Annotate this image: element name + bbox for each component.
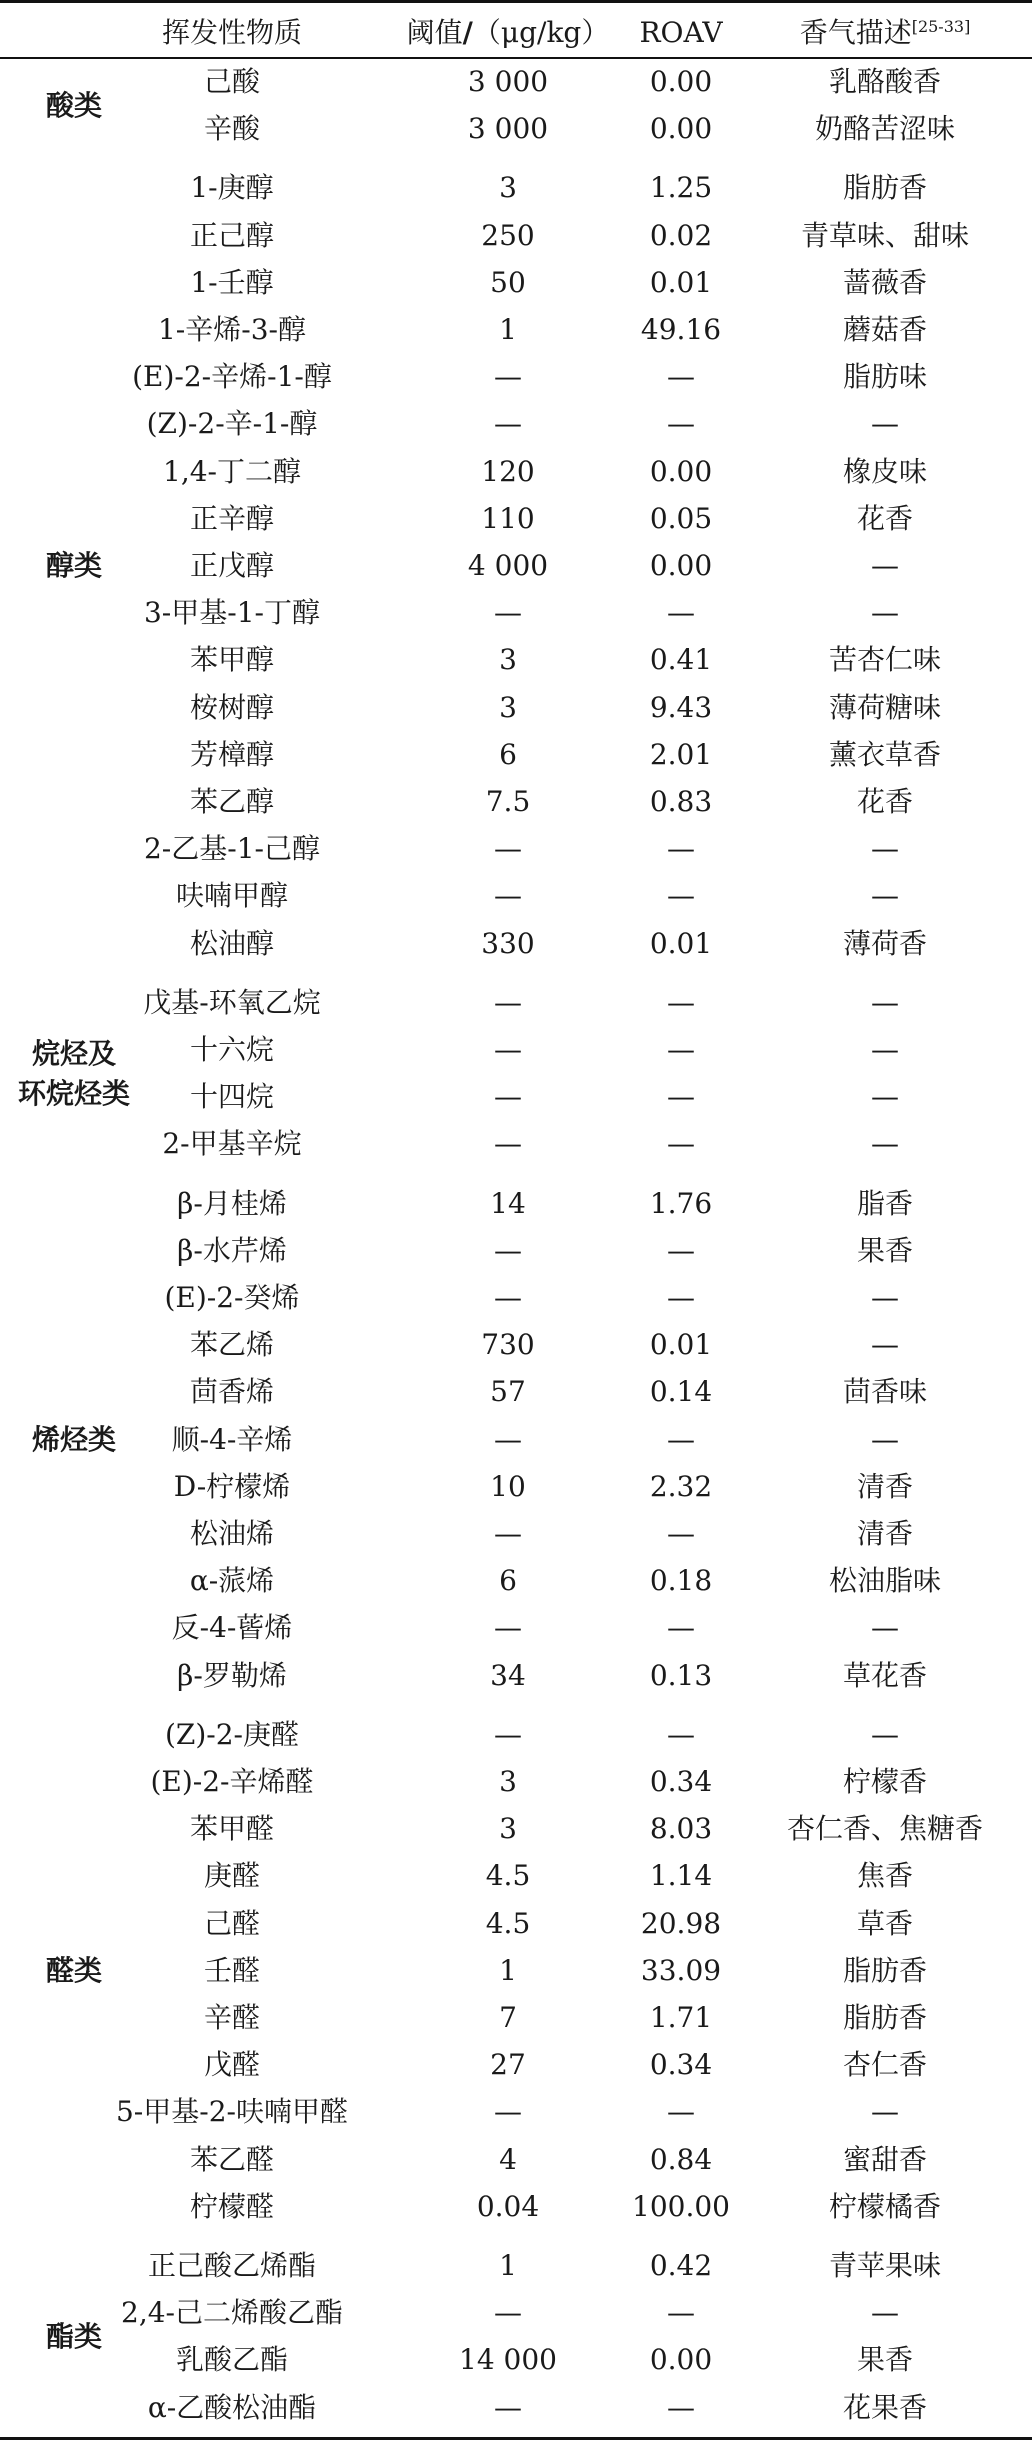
roav-value: 0.05 [649, 501, 713, 535]
compound-name: D-柠檬烯 [173, 1469, 291, 1503]
aroma-description: 薄荷糖味 [828, 690, 942, 724]
threshold-value: — [494, 1080, 522, 1114]
compound-name: 柠檬醛 [189, 2189, 275, 2223]
compound-name: 苯乙醇 [189, 785, 275, 818]
roav-value: — [667, 1127, 695, 1161]
compound-name: 2-乙基-1-己醇 [143, 832, 321, 866]
aroma-description: 焦香 [856, 1859, 914, 1893]
compound-name: 正戊醇 [189, 549, 275, 582]
aroma-description: — [871, 596, 899, 630]
aroma-description: 蜜甜香 [842, 2142, 928, 2176]
aroma-description: — [871, 985, 899, 1019]
threshold-value: — [494, 1127, 522, 1161]
compound-name: 壬醛 [203, 1953, 261, 1987]
category-label: 酯类 [45, 2319, 103, 2353]
threshold-value: — [494, 360, 522, 394]
compound-name: 辛醛 [203, 2001, 261, 2034]
aroma-description: 脂肪香 [842, 171, 928, 205]
aroma-description: — [871, 879, 899, 913]
roav-value: 0.83 [649, 785, 713, 818]
aroma-description: 花香 [856, 501, 914, 535]
threshold-value: — [494, 985, 522, 1019]
compound-name: 2-甲基辛烷 [162, 1127, 302, 1161]
header-threshold-unit: （μg/kg） [472, 16, 610, 49]
roav-value: 0.01 [649, 1328, 713, 1362]
aroma-description: — [871, 1328, 899, 1362]
compound-name: β-罗勒烯 [177, 1658, 287, 1692]
threshold-value: — [494, 1422, 522, 1456]
aroma-description: — [871, 1281, 899, 1314]
compound-name: 1-辛烯-3-醇 [157, 313, 307, 346]
category-label: 烷烃及 环烷烃类 [17, 1036, 131, 1110]
aroma-description: — [871, 1717, 899, 1751]
aroma-description: 杏仁香 [842, 2048, 928, 2082]
roav-value: — [667, 1033, 695, 1066]
aroma-description: 薄荷香 [842, 926, 928, 960]
threshold-value: 50 [490, 265, 526, 299]
bottom-rule [0, 2437, 1032, 2440]
threshold-value: 7.5 [485, 785, 531, 818]
aroma-description: 蘑菇香 [842, 313, 928, 346]
compound-name: 己酸 [203, 65, 261, 98]
header-threshold [406, 16, 610, 49]
threshold-value: 4.5 [485, 1906, 531, 1940]
roav-value: — [667, 1717, 695, 1751]
roav-value: 0.34 [649, 1765, 713, 1798]
category-label: 烯烃类 [31, 1422, 117, 1456]
threshold-value: 250 [481, 218, 535, 252]
aroma-description: 乳酪酸香 [828, 65, 942, 98]
aroma-description: 脂香 [856, 1186, 914, 1220]
compound-name: 5-甲基-2-呋喃甲醛 [115, 2095, 349, 2129]
threshold-value: — [494, 1281, 522, 1314]
header-aroma-reference: [25-33] [911, 16, 971, 36]
compound-name: (E)-2-辛烯-1-醇 [132, 360, 332, 394]
roav-value: 49.16 [640, 313, 722, 346]
compound-name: (E)-2-癸烯 [164, 1281, 300, 1314]
aroma-description: 草香 [856, 1906, 914, 1940]
threshold-value: — [494, 832, 522, 866]
threshold-value: 57 [490, 1375, 526, 1409]
threshold-value: 14 000 [459, 2343, 557, 2377]
threshold-value: 330 [481, 926, 535, 960]
roav-value: — [667, 2095, 695, 2129]
category-label: 醛类 [45, 1953, 103, 1987]
compound-name: 顺-4-辛烯 [171, 1422, 293, 1456]
roav-value: 0.00 [649, 454, 713, 488]
threshold-value: — [494, 2095, 522, 2129]
roav-value: 2.32 [649, 1469, 713, 1503]
threshold-value: 34 [490, 1658, 526, 1692]
header-threshold-slash: / [462, 16, 473, 49]
threshold-value: — [494, 1517, 522, 1550]
roav-value: 33.09 [640, 1953, 722, 1987]
threshold-value: 120 [481, 454, 535, 488]
roav-value: 0.41 [649, 643, 713, 677]
compound-name: 茴香烯 [189, 1375, 275, 1409]
threshold-value: 7 [499, 2001, 517, 2034]
aroma-description: 清香 [856, 1469, 914, 1503]
threshold-value: 730 [481, 1328, 535, 1362]
compound-name: 松油醇 [189, 926, 275, 960]
compound-name: β-月桂烯 [177, 1186, 287, 1220]
compound-name: (Z)-2-辛-1-醇 [146, 407, 318, 441]
aroma-description: — [871, 549, 899, 582]
compound-name: 戊基-环氧乙烷 [143, 985, 321, 1019]
roav-value: — [667, 1517, 695, 1550]
threshold-value: 6 [499, 1564, 517, 1598]
category-label: 酸类 [45, 88, 103, 122]
roav-value: 0.00 [649, 65, 713, 98]
roav-value: 0.02 [649, 218, 713, 252]
compound-name: 反-4-蒈烯 [171, 1611, 293, 1645]
aroma-description: — [871, 407, 899, 441]
compound-name: α-蒎烯 [189, 1564, 275, 1598]
threshold-value: 3 [499, 1812, 517, 1846]
threshold-value: 3 [499, 690, 517, 724]
aroma-description: 果香 [856, 1233, 914, 1267]
roav-value: 0.00 [649, 112, 713, 146]
roav-value: — [667, 407, 695, 441]
aroma-description: 花果香 [842, 2390, 928, 2424]
compound-name: 正己醇 [189, 218, 275, 252]
aroma-description: — [871, 2296, 899, 2330]
aroma-description: — [871, 1033, 899, 1066]
roav-value: 0.00 [649, 549, 713, 582]
threshold-value: 3 000 [467, 112, 549, 146]
roav-value: — [667, 596, 695, 630]
aroma-description: — [871, 1422, 899, 1456]
aroma-description: 柠檬橘香 [828, 2189, 942, 2223]
compound-name: 辛酸 [203, 112, 261, 146]
roav-value: 1.76 [649, 1186, 713, 1220]
roav-value: 100.00 [632, 2189, 730, 2223]
threshold-value: — [494, 879, 522, 913]
aroma-description: 薰衣草香 [828, 737, 942, 771]
roav-value: 1.25 [649, 171, 713, 205]
aroma-description: 杏仁香、焦糖香 [786, 1812, 984, 1846]
compound-name: 2,4-己二烯酸乙酯 [121, 2296, 343, 2330]
category-label: 醇类 [45, 549, 103, 582]
aroma-description: 脂肪香 [842, 1953, 928, 1987]
roav-value: — [667, 1611, 695, 1645]
compound-name: 3-甲基-1-丁醇 [143, 596, 321, 630]
compound-name: 呋喃甲醇 [175, 879, 289, 913]
threshold-value: 6 [499, 737, 517, 771]
aroma-description: 清香 [856, 1517, 914, 1550]
roav-value: 9.43 [649, 690, 713, 724]
threshold-value: — [494, 407, 522, 441]
compound-name: 正己酸乙烯酯 [147, 2249, 317, 2282]
compound-name: 苯乙醛 [189, 2142, 275, 2176]
compound-name: 十四烷 [189, 1080, 275, 1114]
aroma-description: 橡皮味 [842, 454, 928, 488]
aroma-description: 茴香味 [842, 1375, 928, 1409]
header-threshold-label: 阈值 [406, 16, 463, 49]
roav-value: 0.42 [649, 2249, 713, 2282]
aroma-description: — [871, 1127, 899, 1161]
compound-name: 1,4-丁二醇 [163, 454, 301, 488]
compound-name: (Z)-2-庚醛 [164, 1717, 300, 1751]
roav-value: 0.84 [649, 2142, 713, 2176]
aroma-description: 蔷薇香 [842, 265, 928, 299]
aroma-description: — [871, 1611, 899, 1645]
roav-value: — [667, 1080, 695, 1114]
compound-name: 己醛 [203, 1906, 261, 1940]
compound-name: 苯甲醇 [189, 643, 275, 677]
threshold-value: — [494, 1611, 522, 1645]
threshold-value: 4 [499, 2142, 517, 2176]
roav-value: — [667, 360, 695, 394]
aroma-description: 青苹果味 [828, 2249, 942, 2282]
aroma-description: 松油脂味 [828, 1564, 942, 1598]
compound-name: 戊醛 [203, 2048, 261, 2082]
threshold-value: 3 [499, 643, 517, 677]
roav-value: 1.14 [649, 1859, 713, 1893]
roav-value: 0.34 [649, 2048, 713, 2082]
compound-name: (E)-2-辛烯醛 [150, 1765, 314, 1798]
aroma-description: 奶酪苦涩味 [814, 112, 956, 146]
roav-value: 0.00 [649, 2343, 713, 2377]
top-rule [0, 0, 1032, 3]
roav-value: 0.18 [649, 1564, 713, 1598]
threshold-value: 10 [490, 1469, 526, 1503]
roav-value: 0.13 [649, 1658, 713, 1692]
roav-value: 2.01 [649, 737, 713, 771]
aroma-description: 草花香 [842, 1658, 928, 1692]
aroma-description: — [871, 1080, 899, 1114]
roav-value: — [667, 1281, 695, 1314]
compound-name: α-乙酸松油酯 [147, 2390, 317, 2424]
roav-value: — [667, 2390, 695, 2424]
threshold-value: 3 000 [467, 65, 549, 98]
aroma-description: 青草味、甜味 [800, 218, 970, 252]
roav-value: — [667, 2296, 695, 2330]
compound-name: 芳樟醇 [189, 737, 275, 771]
roav-value: 0.01 [649, 265, 713, 299]
roav-value: 0.14 [649, 1375, 713, 1409]
threshold-value: 1 [499, 313, 517, 346]
aroma-description: 柠檬香 [842, 1765, 928, 1798]
aroma-description: 苦杏仁味 [828, 643, 942, 677]
threshold-value: — [494, 1233, 522, 1267]
header-aroma [799, 16, 971, 50]
header-compound: 挥发性物质 [161, 16, 303, 49]
header-aroma-label: 香气描述 [799, 16, 912, 50]
roav-value: — [667, 1422, 695, 1456]
threshold-value: — [494, 1717, 522, 1751]
threshold-value: 0.04 [476, 2189, 540, 2223]
threshold-value: 4 000 [467, 549, 549, 582]
aroma-description: — [871, 2095, 899, 2129]
threshold-value: 3 [499, 1765, 517, 1798]
threshold-value: 110 [481, 501, 535, 535]
aroma-description: 脂肪香 [842, 2001, 928, 2034]
compound-name: β-水芹烯 [177, 1233, 287, 1267]
threshold-value: — [494, 2390, 522, 2424]
roav-value: — [667, 985, 695, 1019]
threshold-value: 4.5 [485, 1859, 531, 1893]
compound-name: 乳酸乙酯 [175, 2343, 289, 2377]
aroma-description: — [871, 832, 899, 866]
compound-name: 苯甲醛 [189, 1812, 275, 1846]
roav-value: — [667, 879, 695, 913]
threshold-value: 1 [499, 2249, 517, 2282]
header-rule [0, 57, 1032, 59]
compound-name: 1-壬醇 [190, 265, 274, 299]
aroma-description: 花香 [856, 785, 914, 818]
compound-name: 正辛醇 [189, 501, 275, 535]
roav-value: 8.03 [649, 1812, 713, 1846]
threshold-value: — [494, 1033, 522, 1066]
compound-name: 庚醛 [203, 1859, 261, 1893]
roav-value: 0.01 [649, 926, 713, 960]
compound-name: 十六烷 [189, 1033, 275, 1066]
roav-value: 20.98 [640, 1906, 722, 1940]
compound-name: 松油烯 [189, 1517, 275, 1550]
header-roav: ROAV [639, 16, 723, 49]
threshold-value: 1 [499, 1953, 517, 1987]
roav-value: 1.71 [649, 2001, 713, 2034]
aroma-description: 脂肪味 [842, 360, 928, 394]
compound-name: 苯乙烯 [189, 1328, 275, 1362]
threshold-value: — [494, 2296, 522, 2330]
aroma-description: 果香 [856, 2343, 914, 2377]
threshold-value: — [494, 596, 522, 630]
roav-value: — [667, 1233, 695, 1267]
compound-name: 桉树醇 [189, 690, 275, 724]
roav-value: — [667, 832, 695, 866]
threshold-value: 27 [490, 2048, 526, 2082]
compound-name: 1-庚醇 [190, 171, 274, 205]
threshold-value: 3 [499, 171, 517, 205]
threshold-value: 14 [490, 1186, 526, 1220]
